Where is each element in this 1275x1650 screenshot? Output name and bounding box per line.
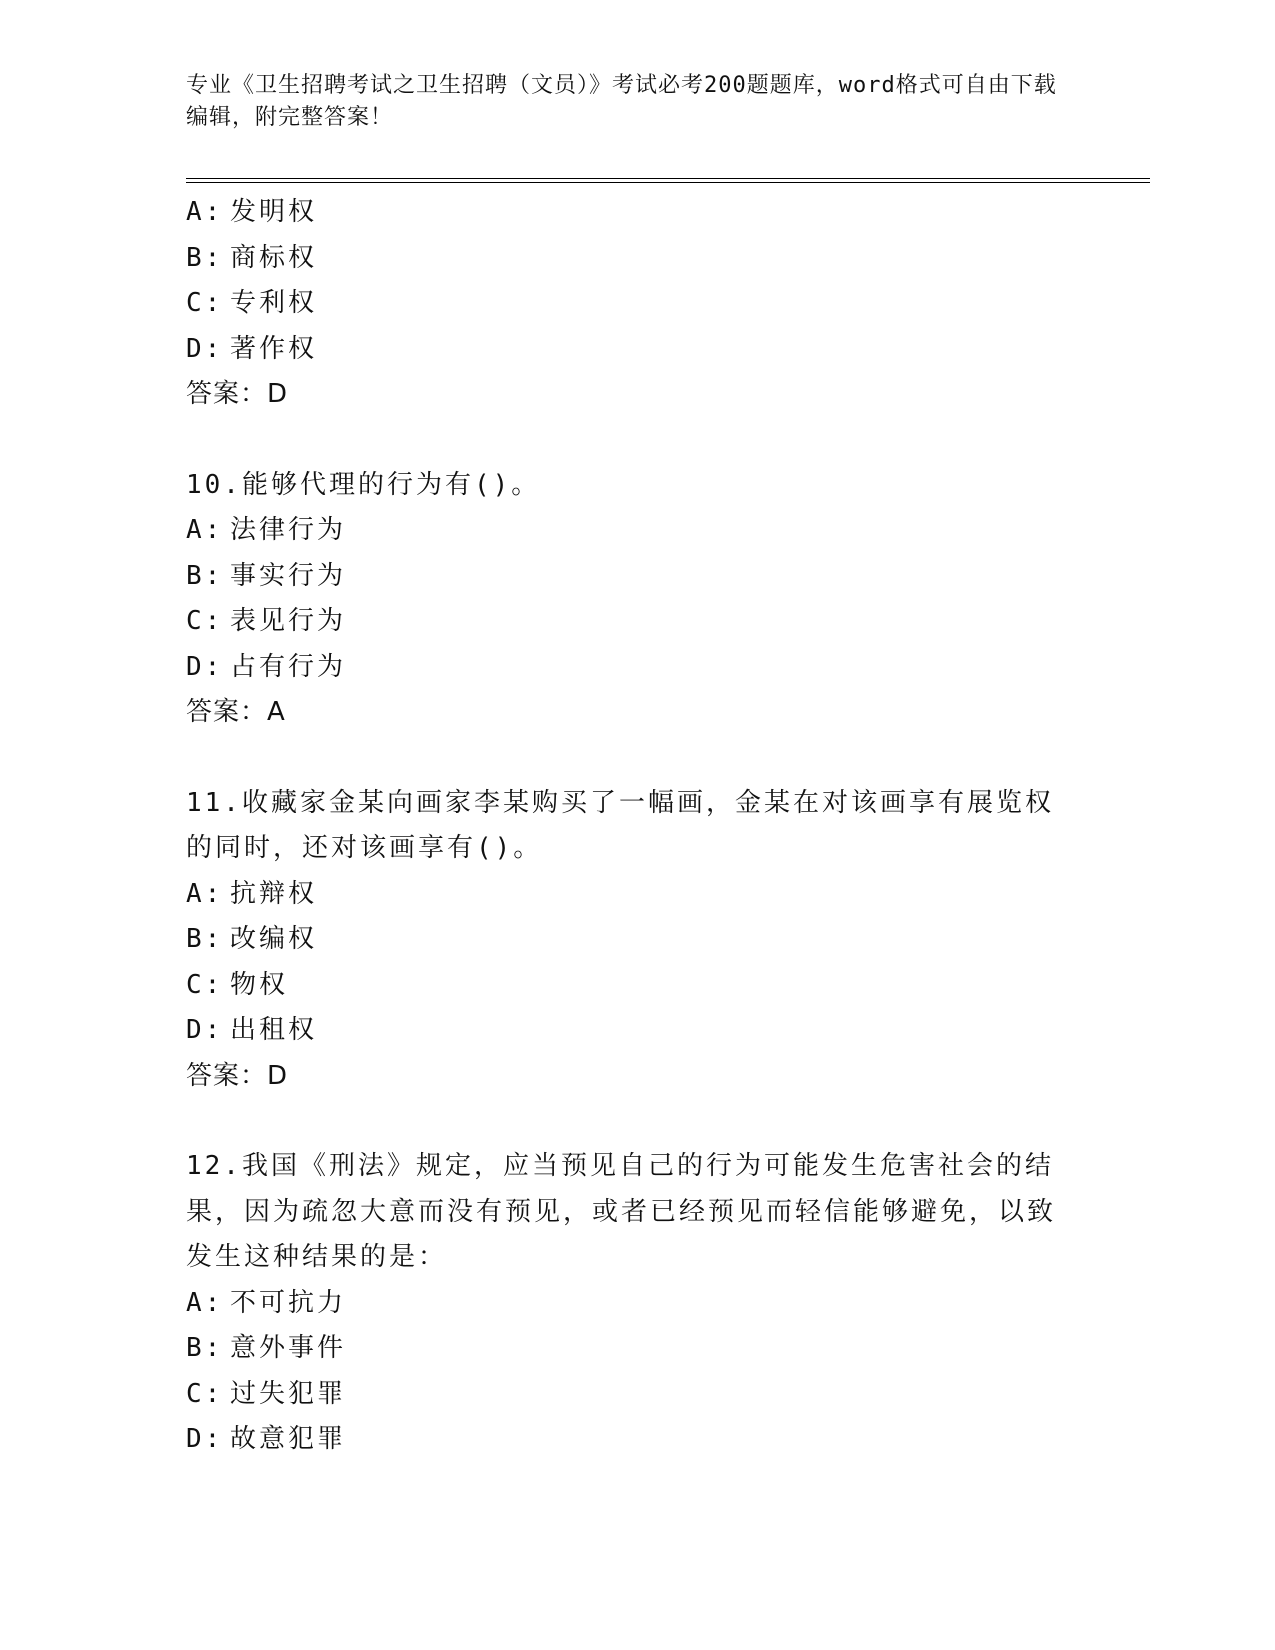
option-b: B: 意外事件 <box>186 1333 347 1363</box>
option-d: D: 著作权 <box>186 333 318 364</box>
question-list <box>186 190 1086 1463</box>
spacer <box>186 736 1086 781</box>
spacer <box>186 418 1086 463</box>
question-text: 11.收藏家金某向画家李某购买了一幅画，金某在对该画享有展览权的同时，还对该画享有()。 <box>186 787 1054 863</box>
answer: 答案：D <box>186 1060 289 1091</box>
option-d: D: 故意犯罪 <box>186 1424 347 1454</box>
option-d: D: 占有行为 <box>186 651 347 682</box>
option-b: B: 事实行为 <box>186 560 347 591</box>
option-a: A: 法律行为 <box>186 515 347 545</box>
header-rule-bottom <box>186 182 1150 183</box>
answer: 答案：D <box>186 379 289 409</box>
spacer <box>186 1099 1086 1144</box>
option-c: C: 过失犯罪 <box>186 1378 347 1409</box>
question-block-11 <box>186 781 1086 1100</box>
question-text: 10.能够代理的行为有()。 <box>186 469 541 500</box>
document-header: 专业《卫生招聘考试之卫生招聘（文员）》考试必考200题题库，word格式可自由下载编辑，附完整答案！ <box>186 73 1057 130</box>
option-a: A: 不可抗力 <box>186 1287 347 1318</box>
option-d: D: 出租权 <box>186 1015 318 1045</box>
answer: 答案：A <box>186 697 286 727</box>
question-block-10 <box>186 463 1086 736</box>
option-c: C: 物权 <box>186 969 289 1000</box>
option-a: A: 发明权 <box>186 197 318 227</box>
header-rule-top <box>186 178 1150 179</box>
option-a: A: 抗辩权 <box>186 878 318 909</box>
option-c: C: 表见行为 <box>186 606 347 636</box>
question-block-9 <box>186 190 1086 418</box>
question-text: 12.我国《刑法》规定，应当预见自己的行为可能发生危害社会的结果，因为疏忽大意而没有预见，或者已经预见而轻信能够避免，以致发生这种结果的是： <box>186 1151 1057 1272</box>
question-block-12 <box>186 1144 1086 1463</box>
option-b: B: 商标权 <box>186 242 318 273</box>
option-b: B: 改编权 <box>186 924 318 954</box>
option-c: C: 专利权 <box>186 288 318 318</box>
